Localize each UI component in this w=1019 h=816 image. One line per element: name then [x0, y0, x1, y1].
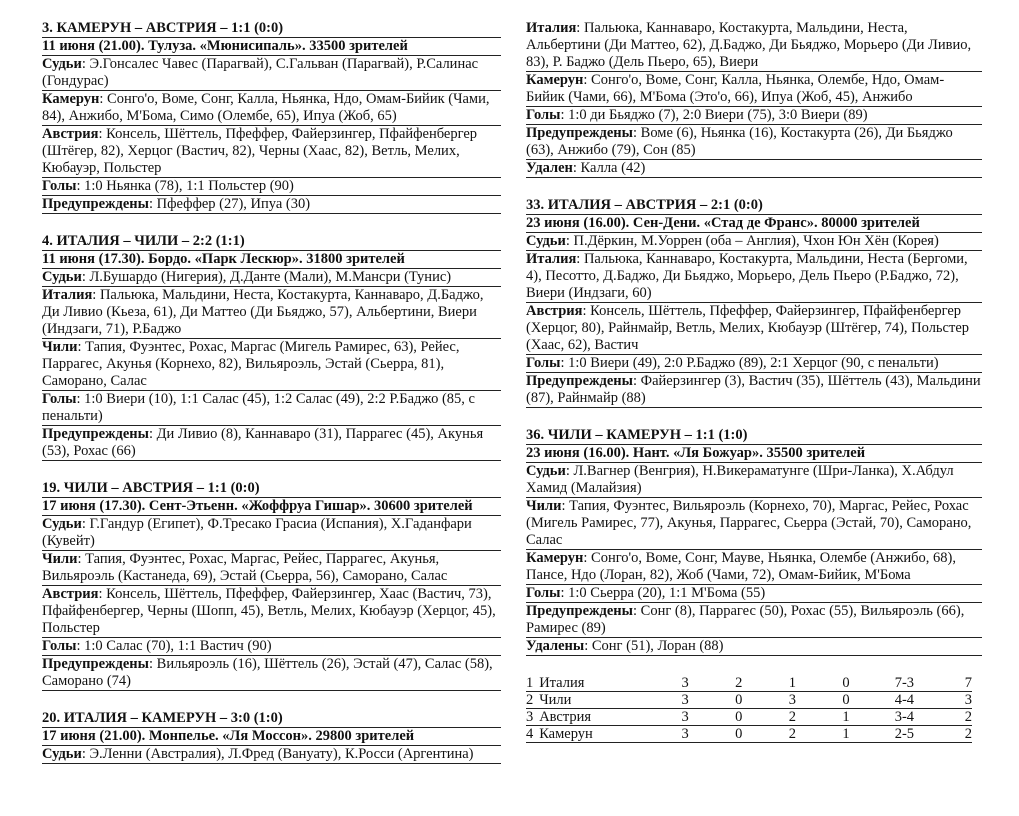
detail-text: : Сонго'о, Воме, Сонг, Мауве, Ньянка, Олембе (Анжибо, 68), Пансе, Ндо (Лоран, 82), Жоб (Чами, 72), Омам-Бийик, М'Бома [526, 550, 956, 583]
standings-w: 0 [712, 692, 766, 709]
match-detail-row [42, 426, 501, 461]
detail-label: Голы [42, 178, 77, 194]
detail-text: : Консель, Шёттель, Пфеффер, Файерзингер, Хаас (Вастич, 73), Пфайфенбергер, Черны (Шопп, 45), Ветль, Мелих, Кюбауэр (Херцог, 45), Польстер [42, 586, 496, 636]
detail-label: Италия [526, 20, 577, 36]
match-detail-row [42, 196, 501, 214]
standings-p: 3 [658, 692, 712, 709]
standings-row [526, 709, 972, 726]
standings-pos: 1 [526, 675, 539, 692]
detail-text: : 1:0 Сьерра (20), 1:1 М'Бома (55) [560, 585, 766, 601]
match-info: 11 июня (17.30). Бордо. «Парк Лескюр». 31800 зрителей [42, 251, 501, 269]
standings-goals: 4-4 [873, 692, 936, 709]
standings-l: 1 [819, 709, 873, 726]
match-info: 23 июня (16.00). Нант. «Ля Божуар». 35500 зрителей [526, 445, 982, 463]
match-detail-row [42, 126, 501, 178]
standings-row [526, 692, 972, 709]
detail-text: : Калла (42) [572, 160, 646, 176]
detail-label: Судьи [526, 233, 566, 249]
detail-text: : Консель, Шёттель, Пфеффер, Файерзингер, Пфайфенбергер (Штёгер, 82), Херцог (Вастич, 82), Черны (Хаас, 82), Ветль, Мелих, Кюбауэр, Польстер [42, 126, 478, 176]
standings-l: 0 [819, 675, 873, 692]
detail-label: Чили [42, 339, 78, 355]
detail-label: Камерун [526, 72, 584, 88]
standings-p: 3 [658, 726, 712, 743]
detail-text: : 1:0 ди Бьяджо (7), 2:0 Виери (75), 3:0 Виери (89) [560, 107, 868, 123]
match-title: 3. КАМЕРУН – АВСТРИЯ – 1:1 (0:0) [42, 20, 501, 38]
match-detail-row [526, 498, 982, 550]
detail-label: Судьи [42, 56, 82, 72]
match-info: 11 июня (21.00). Тулуза. «Мюнисипаль». 33500 зрителей [42, 38, 501, 56]
standings-pos: 2 [526, 692, 539, 709]
standings-team: Камерун [539, 726, 658, 743]
match-detail-row [526, 125, 982, 160]
match-detail-row [42, 56, 501, 91]
standings-goals: 7-3 [873, 675, 936, 692]
match-detail-row [42, 586, 501, 638]
standings-pos: 3 [526, 709, 539, 726]
detail-label: Италия [42, 287, 93, 303]
standings-d: 3 [766, 692, 820, 709]
detail-text: : Ди Ливио (8), Каннаваро (31), Паррагес (45), Акунья (53), Рохас (66) [42, 426, 484, 459]
match-title: 36. ЧИЛИ – КАМЕРУН – 1:1 (1:0) [526, 427, 982, 445]
detail-label: Предупреждены [42, 656, 149, 672]
match-detail-row [42, 551, 501, 586]
match-detail-row [526, 373, 982, 408]
match-title: 4. ИТАЛИЯ – ЧИЛИ – 2:2 (1:1) [42, 233, 501, 251]
detail-label: Предупреждены [526, 125, 633, 141]
detail-text: : 1:0 Виери (49), 2:0 Р.Баджо (89), 2:1 Херцог (90, с пенальти) [560, 355, 939, 371]
standings-team: Австрия [539, 709, 658, 726]
detail-text: : Э.Ленни (Австралия), Л.Фред (Вануату), К.Росси (Аргентина) [81, 746, 474, 762]
detail-label: Голы [526, 107, 561, 123]
standings-goals: 2-5 [873, 726, 936, 743]
detail-label: Австрия [42, 586, 99, 602]
detail-label: Чили [526, 498, 562, 514]
detail-label: Камерун [42, 91, 100, 107]
standings-pts: 7 [936, 675, 972, 692]
match-detail-row [42, 746, 501, 764]
match-block [42, 233, 501, 461]
detail-text: : Тапия, Фуэнтес, Рохас, Маргас, Рейес, Паррагес, Акунья, Вильяроэль (Кастанеда, 69), Эстай (Сьерра, 56), Саморано, Салас [42, 551, 448, 584]
detail-text: : Воме (6), Ньянка (16), Костакурта (26), Ди Бьяджо (63), Анжибо (79), Сон (85) [526, 125, 953, 158]
detail-text: : 1:0 Салас (70), 1:1 Вастич (90) [76, 638, 272, 654]
standings-w: 0 [712, 709, 766, 726]
match-detail-row [526, 233, 982, 251]
detail-label: Предупреждены [42, 426, 149, 442]
detail-text: : Пфеффер (27), Ипуа (30) [149, 196, 311, 212]
match-block [42, 710, 501, 764]
match-detail-row [42, 516, 501, 551]
detail-text: : Сонго'о, Воме, Сонг, Калла, Ньянка, Ндо, Омам-Бийик (Чами, 84), Анжибо, М'Бома, Симо (Олембе, 65), Ипуа (Жоб, 65) [42, 91, 490, 124]
detail-label: Камерун [526, 550, 584, 566]
detail-label: Голы [42, 391, 77, 407]
match-title: 33. ИТАЛИЯ – АВСТРИЯ – 2:1 (0:0) [526, 197, 982, 215]
detail-text: : 1:0 Виери (10), 1:1 Салас (45), 1:2 Салас (49), 2:2 Р.Баджо (85, с пенальти) [42, 391, 475, 424]
detail-text: : Пальюка, Мальдини, Неста, Костакурта, Каннаваро, Д.Баджо, Ди Ливио (Кьеза, 61), Ди Маттео (Ди Бьяджо, 57), Альбертини, Виери (Индзаги, 71), Р.Баджо [42, 287, 484, 337]
standings-d: 1 [766, 675, 820, 692]
detail-text: : Л.Вагнер (Венгрия), Н.Викераматунге (Шри-Ланка), Х.Абдул Хамид (Малайзия) [526, 463, 954, 496]
detail-label: Предупреждены [42, 196, 149, 212]
match-detail-row [526, 463, 982, 498]
match-detail-row [42, 91, 501, 126]
detail-text: : Г.Гандур (Египет), Ф.Тресако Грасиа (Испания), Х.Гаданфари (Кувейт) [42, 516, 472, 549]
detail-label: Чили [42, 551, 78, 567]
match-detail-row [526, 107, 982, 125]
match-detail-row [42, 287, 501, 339]
standings-p: 3 [658, 675, 712, 692]
detail-label: Судьи [42, 746, 82, 762]
detail-label: Судьи [526, 463, 566, 479]
detail-text: : Консель, Шёттель, Пфеффер, Файерзингер, Пфайфенбергер (Херцог, 80), Райнмайр, Ветль, Мелих, Кюбауэр (Штёгер, 74), Польстер (Хаас, 62), Вастич [526, 303, 970, 353]
detail-text: : П.Дёркин, М.Уоррен (оба – Англия), Чхон Юн Хён (Корея) [565, 233, 939, 249]
left-column [42, 20, 501, 783]
detail-label: Австрия [526, 303, 583, 319]
detail-label: Голы [42, 638, 77, 654]
match-detail-row [526, 550, 982, 585]
detail-label: Голы [526, 355, 561, 371]
match-detail-row [526, 72, 982, 107]
match-detail-row [526, 603, 982, 638]
match-info: 17 июня (17.30). Сент-Этьенн. «Жоффруа Гишар». 30600 зрителей [42, 498, 501, 516]
match-block [42, 20, 501, 214]
detail-text: : Тапия, Фуэнтес, Рохас, Маргас (Мигель Рамирес, 63), Рейес, Паррагес, Акунья (Корнехо, 82), Вильяроэль, Эстай (Сьерра, 81), Саморано, Салас [42, 339, 460, 389]
match-detail-row [526, 638, 982, 656]
detail-label: Удален [526, 160, 573, 176]
detail-text: : Вильяроэль (16), Шёттель (26), Эстай (47), Салас (58), Саморано (74) [42, 656, 493, 689]
match-info: 23 июня (16.00). Сен-Дени. «Стад де Франс». 80000 зрителей [526, 215, 982, 233]
standings-pts: 3 [936, 692, 972, 709]
standings-l: 0 [819, 692, 873, 709]
detail-label: Удалены [526, 638, 585, 654]
standings-table [526, 675, 972, 743]
detail-text: : Сонг (8), Паррагес (50), Рохас (55), Вильяроэль (66), Рамирес (89) [526, 603, 965, 636]
standings-pts: 2 [936, 726, 972, 743]
match-detail-row [42, 638, 501, 656]
match-title: 20. ИТАЛИЯ – КАМЕРУН – 3:0 (1:0) [42, 710, 501, 728]
standings-row [526, 726, 972, 743]
standings-d: 2 [766, 726, 820, 743]
match-detail-row [526, 20, 982, 72]
standings-p: 3 [658, 709, 712, 726]
match-block [42, 480, 501, 691]
match-detail-row [42, 269, 501, 287]
right-column [526, 20, 982, 743]
detail-text: : Тапия, Фуэнтес, Вильяроэль (Корнехо, 70), Маргас, Рейес, Рохас (Мигель Рамирес, 77), Акунья, Паррагес, Сьерра (Эстай, 70), Саморано, Салас [526, 498, 972, 548]
standings-team: Чили [539, 692, 658, 709]
standings-w: 0 [712, 726, 766, 743]
match-detail-row [526, 585, 982, 603]
standings-d: 2 [766, 709, 820, 726]
detail-text: : Л.Бушардо (Нигерия), Д.Данте (Мали), М.Мансри (Тунис) [81, 269, 452, 285]
match-detail-row [526, 160, 982, 178]
match-detail-row [526, 251, 982, 303]
standings-pos: 4 [526, 726, 539, 743]
detail-label: Италия [526, 251, 577, 267]
detail-label: Австрия [42, 126, 99, 142]
detail-text: : Пальюка, Каннаваро, Костакурта, Мальдини, Неста (Бергоми, 4), Песотто, Д.Баджо, Ди Бьяджо, Морьеро, Дель Пьеро (Р.Баджо, 72), Виери (Индзаги, 60) [526, 251, 968, 301]
match-detail-row [42, 391, 501, 426]
standings-w: 2 [712, 675, 766, 692]
match-block [526, 197, 982, 408]
match-block [526, 427, 982, 656]
match-detail-row [526, 303, 982, 355]
match-info: 17 июня (21.00). Монпелье. «Ля Моссон». 29800 зрителей [42, 728, 501, 746]
detail-text: : Файерзингер (3), Вастич (35), Шёттель (43), Мальдини (87), Райнмайр (88) [526, 373, 981, 406]
detail-label: Голы [526, 585, 561, 601]
detail-text: : Сонго'о, Воме, Сонг, Калла, Ньянка, Олембе, Ндо, Омам-Бийик (Чами, 66), М'Бома (Это'о, 66), Ипуа (Жоб, 45), Анжибо [526, 72, 945, 105]
match-block [526, 20, 982, 178]
standings-pts: 2 [936, 709, 972, 726]
detail-label: Предупреждены [526, 373, 633, 389]
right-matches [526, 20, 982, 656]
detail-text: : 1:0 Ньянка (78), 1:1 Польстер (90) [76, 178, 294, 194]
detail-label: Судьи [42, 516, 82, 532]
detail-text: : Э.Гонсалес Чавес (Парагвай), С.Гальван (Парагвай), Р.Салинас (Гондурас) [42, 56, 479, 89]
match-detail-row [42, 656, 501, 691]
detail-text: : Пальюка, Каннаваро, Костакурта, Мальдини, Неста, Альбертини (Ди Маттео, 62), Д.Баджо, Ди Бьяджо, Морьеро (Ди Ливио, 83), Р. Баджо (Дель Пьеро, 65), Виери [526, 20, 972, 70]
match-detail-row [42, 178, 501, 196]
standings-goals: 3-4 [873, 709, 936, 726]
detail-label: Предупреждены [526, 603, 633, 619]
match-title: 19. ЧИЛИ – АВСТРИЯ – 1:1 (0:0) [42, 480, 501, 498]
detail-text: : Сонг (51), Лоран (88) [584, 638, 724, 654]
match-detail-row [526, 355, 982, 373]
standings-row [526, 675, 972, 692]
match-detail-row [42, 339, 501, 391]
detail-label: Судьи [42, 269, 82, 285]
standings-team: Италия [539, 675, 658, 692]
standings-l: 1 [819, 726, 873, 743]
